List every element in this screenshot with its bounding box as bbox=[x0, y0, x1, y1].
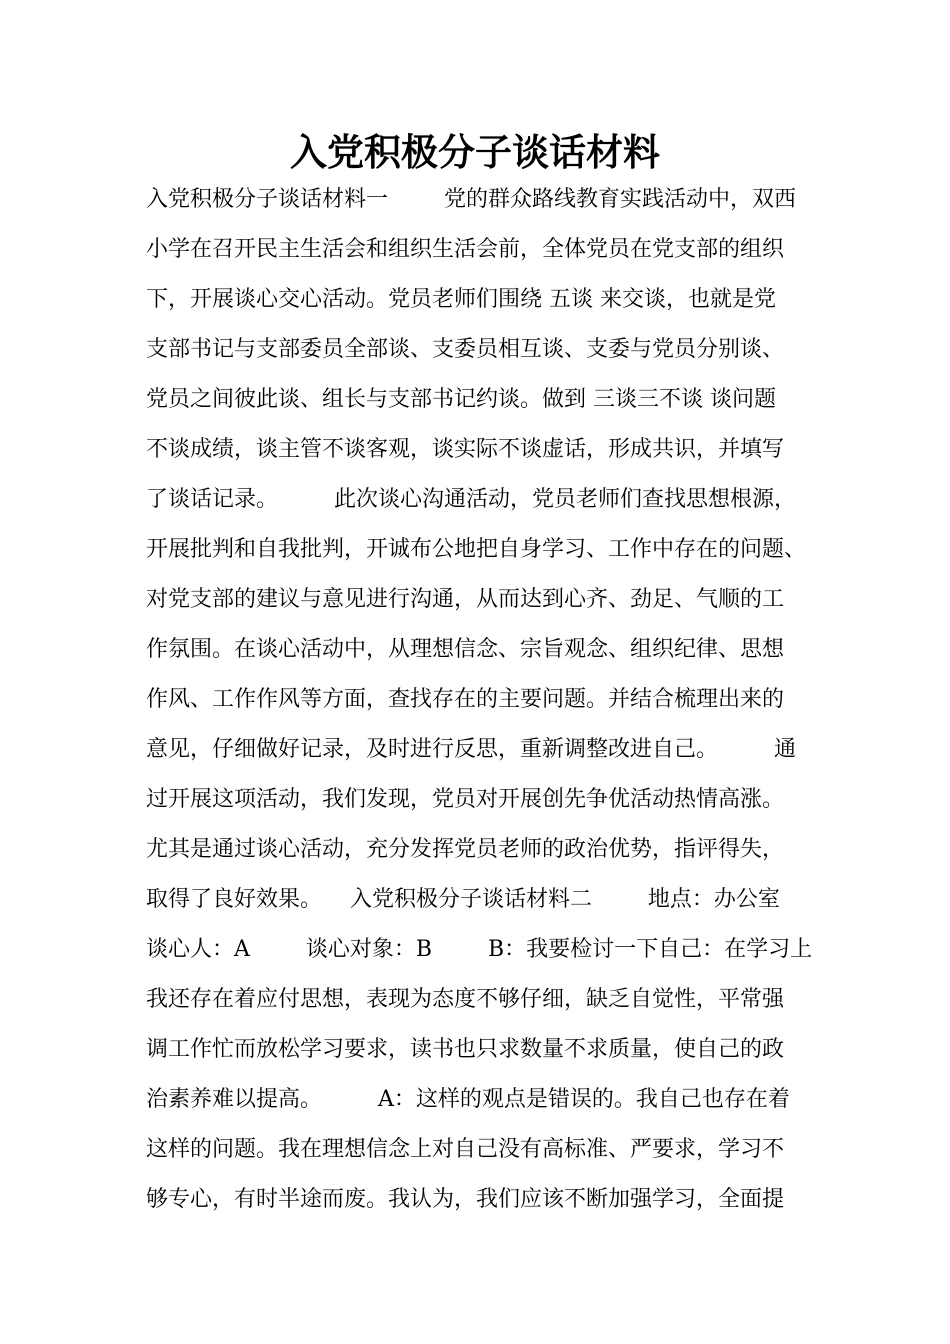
text-line: 不谈成绩，谈主管不谈客观，谈实际不谈虚话，形成共识，并填写 bbox=[146, 437, 785, 462]
document-title: 入党积极分子谈话材料 bbox=[290, 131, 660, 174]
text-line: 尤其是通过谈心活动，充分发挥党员老师的政治优势，指评得失， bbox=[146, 837, 785, 862]
text-line: 支部书记与支部委员全部谈、支委员相互谈、支委与党员分别谈、 bbox=[146, 337, 785, 362]
text-line: 过开展这项活动，我们发现，党员对开展创先争优活动热情高涨。 bbox=[146, 787, 785, 812]
text-line: 对党支部的建议与意见进行沟通，从而达到心齐、劲足、气顺的工 bbox=[146, 587, 785, 612]
text-line: 小学在召开民主生活会和组织生活会前，全体党员在党支部的组织 bbox=[146, 237, 785, 262]
text-line: 够专心，有时半途而废。我认为，我们应该不断加强学习，全面提 bbox=[146, 1187, 785, 1212]
text-line: 作风、工作作风等方面，查找存在的主要问题。并结合梳理出来的 bbox=[146, 687, 785, 712]
text-line: 了谈话记录。 此次谈心沟通活动，党员老师们查找思想根源， bbox=[146, 487, 796, 512]
text-line: 开展批判和自我批判，开诚布公地把自身学习、工作中存在的问题、 bbox=[146, 537, 807, 562]
text-line: 这样的问题。我在理想信念上对自己没有高标准、严要求，学习不 bbox=[146, 1137, 785, 1162]
text-line: 谈心人：A 谈心对象：B B：我要检讨一下自己：在学习上 bbox=[146, 937, 813, 962]
text-line: 调工作忙而放松学习要求，读书也只求数量不求质量，使自己的政 bbox=[146, 1037, 785, 1062]
text-line: 取得了良好效果。 入党积极分子谈话材料二 地点：办公室 bbox=[146, 887, 780, 912]
text-line: 党员之间彼此谈、组长与支部书记约谈。做到 三谈三不谈 谈问题 bbox=[146, 387, 776, 412]
text-line: 治素养难以提高。 A：这样的观点是错误的。我自己也存在着 bbox=[146, 1087, 790, 1112]
text-line: 作氛围。在谈心活动中，从理想信念、宗旨观念、组织纪律、思想 bbox=[146, 637, 785, 662]
document-body bbox=[146, 180, 846, 1230]
text-line: 意见，仔细做好记录，及时进行反思，重新调整改进自己。 通 bbox=[146, 737, 796, 762]
text-line: 入党积极分子谈话材料一 党的群众路线教育实践活动中，双西 bbox=[146, 187, 796, 212]
text-line: 下，开展谈心交心活动。党员老师们围绕 五谈 来交谈，也就是党 bbox=[146, 287, 776, 312]
text-line: 我还存在着应付思想，表现为态度不够仔细，缺乏自觉性，平常强 bbox=[146, 987, 785, 1012]
